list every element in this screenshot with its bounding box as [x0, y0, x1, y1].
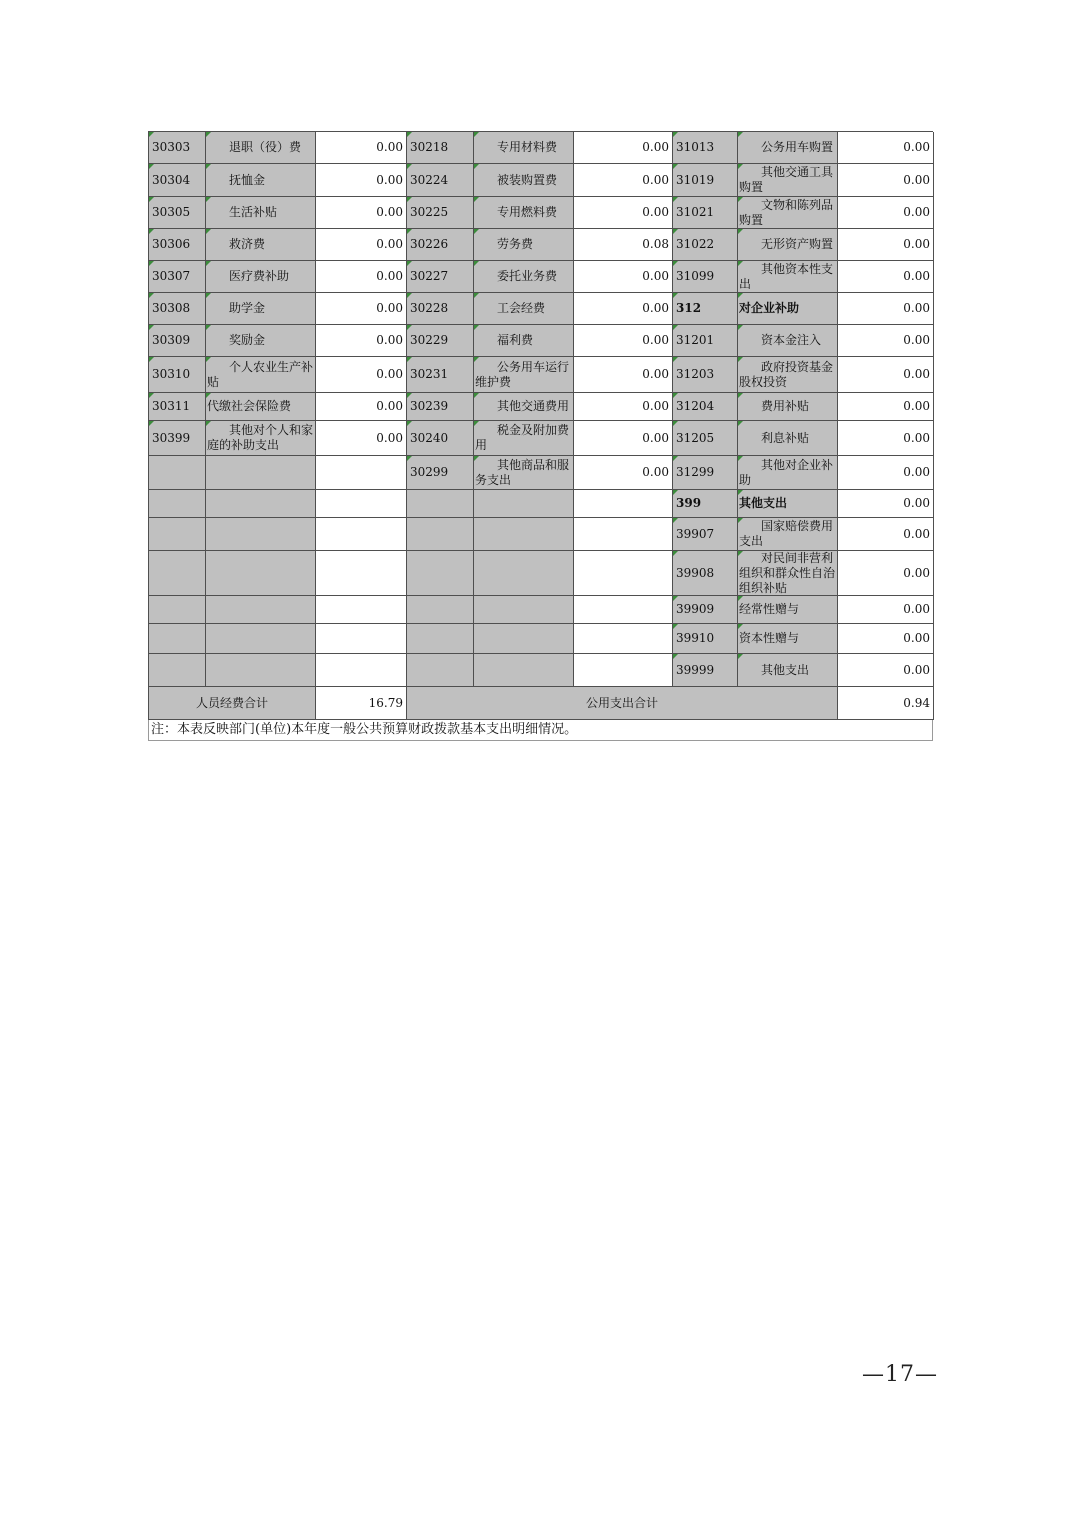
- item-name-cell: [206, 624, 316, 654]
- item-amount-cell: 0.00: [838, 654, 934, 687]
- item-name-cell: [206, 490, 316, 518]
- item-code-cell: 31201: [673, 325, 738, 357]
- item-amount-cell: 0.00: [316, 293, 407, 325]
- item-name-cell: [738, 654, 838, 687]
- item-amount-cell: 0.00: [316, 132, 407, 164]
- item-name-cell: [738, 551, 838, 596]
- item-amount-cell: [574, 551, 673, 596]
- item-code-cell: 30304: [149, 164, 206, 197]
- excel-flag-icon: [149, 325, 154, 330]
- item-name-text: 其他对个人和家庭的补助支出: [207, 423, 314, 452]
- item-name-cell: [474, 357, 574, 393]
- item-code-cell: 30228: [407, 293, 474, 325]
- item-code-cell: 31205: [673, 421, 738, 456]
- item-code-cell: [407, 624, 474, 654]
- item-name-cell: [474, 551, 574, 596]
- excel-flag-icon: [738, 164, 743, 169]
- item-name-cell: [474, 132, 574, 164]
- excel-flag-icon: [738, 624, 743, 629]
- item-amount-cell: 0.08: [574, 229, 673, 261]
- item-name-text: 政府投资基金股权投资: [739, 359, 834, 389]
- table-note: 注：本表反映部门(单位)本年度一般公共预算财政拨款基本支出明细情况。: [148, 720, 933, 741]
- item-name-text: 专用燃料费: [497, 205, 558, 219]
- excel-flag-icon: [149, 132, 154, 137]
- item-name-cell: [474, 197, 574, 229]
- item-amount-cell: [316, 456, 407, 490]
- excel-flag-icon: [407, 132, 412, 137]
- item-amount-cell: 0.00: [574, 325, 673, 357]
- excel-flag-icon: [738, 293, 743, 298]
- item-name-text: 其他商品和服务支出: [475, 457, 570, 487]
- excel-flag-icon: [407, 456, 412, 461]
- item-code-cell: [407, 654, 474, 687]
- item-name-text: 利息补贴: [761, 430, 810, 445]
- item-amount-cell: [316, 624, 407, 654]
- excel-flag-icon: [206, 393, 211, 398]
- item-amount-cell: 0.00: [316, 261, 407, 293]
- excel-flag-icon: [738, 518, 743, 523]
- item-name-text: 个人农业生产补贴: [207, 359, 314, 389]
- public-total-value: 0.94: [838, 687, 934, 720]
- excel-flag-icon: [206, 325, 211, 330]
- item-name-cell: [206, 421, 316, 456]
- item-name-cell: [474, 456, 574, 490]
- excel-flag-icon: [407, 393, 412, 398]
- item-name-cell: [738, 456, 838, 490]
- item-name-cell: [474, 261, 574, 293]
- item-name-text: 对民间非营利组织和群众性自治组织补贴: [739, 551, 836, 595]
- item-name-text: 救济费: [229, 237, 266, 251]
- item-name-cell: [206, 164, 316, 197]
- item-amount-cell: 0.00: [838, 393, 934, 421]
- excel-flag-icon: [206, 197, 211, 202]
- item-name-cell: [206, 229, 316, 261]
- excel-flag-icon: [474, 293, 479, 298]
- excel-flag-icon: [738, 596, 743, 601]
- item-amount-cell: [316, 490, 407, 518]
- item-name-cell: [206, 393, 316, 421]
- excel-flag-icon: [738, 551, 743, 556]
- item-code-cell: [149, 551, 206, 596]
- item-name-cell: [474, 164, 574, 197]
- item-amount-cell: 0.00: [838, 456, 934, 490]
- item-code-cell: 30227: [407, 261, 474, 293]
- personnel-total-value: 16.79: [316, 687, 407, 720]
- item-name-text: 奖励金: [229, 333, 266, 347]
- excel-flag-icon: [407, 229, 412, 234]
- item-name-text: 税金及附加费用: [475, 423, 570, 452]
- item-name-cell: [474, 229, 574, 261]
- item-name-text: 其他资本性支出: [739, 261, 834, 291]
- excel-flag-icon: [206, 293, 211, 298]
- item-amount-cell: 0.00: [574, 293, 673, 325]
- item-code-cell: 30303: [149, 132, 206, 164]
- item-code-cell: 31204: [673, 393, 738, 421]
- item-amount-cell: 0.00: [574, 197, 673, 229]
- item-code-cell: [149, 456, 206, 490]
- item-code-cell: 39907: [673, 518, 738, 551]
- item-name-text: 资本金注入: [761, 333, 822, 347]
- item-name-cell: [738, 229, 838, 261]
- item-amount-cell: [316, 551, 407, 596]
- item-amount-cell: 0.00: [316, 393, 407, 421]
- item-amount-cell: 0.00: [316, 164, 407, 197]
- excel-flag-icon: [407, 293, 412, 298]
- item-name-cell: [206, 197, 316, 229]
- item-amount-cell: 0.00: [838, 357, 934, 393]
- item-name-text: 其他对企业补助: [739, 457, 834, 487]
- item-amount-cell: 0.00: [838, 197, 934, 229]
- item-name-cell: [206, 518, 316, 551]
- excel-flag-icon: [407, 357, 412, 362]
- item-amount-cell: [574, 596, 673, 624]
- item-name-cell: [206, 132, 316, 164]
- item-amount-cell: 0.00: [316, 325, 407, 357]
- item-amount-cell: [574, 518, 673, 551]
- item-name-text: 公务用车运行维护费: [475, 359, 570, 389]
- budget-detail-sheet: [148, 131, 933, 741]
- item-amount-cell: 0.00: [838, 325, 934, 357]
- item-name-cell: [474, 393, 574, 421]
- excel-flag-icon: [673, 261, 678, 266]
- item-code-cell: 31013: [673, 132, 738, 164]
- item-code-cell: [407, 490, 474, 518]
- excel-flag-icon: [738, 421, 743, 426]
- item-code-cell: 31022: [673, 229, 738, 261]
- item-name-text: 代缴社会保险费: [207, 399, 292, 413]
- item-amount-cell: 0.00: [838, 261, 934, 293]
- excel-flag-icon: [407, 197, 412, 202]
- item-name-text: 工会经费: [497, 301, 546, 315]
- item-code-cell: [149, 596, 206, 624]
- item-amount-cell: 0.00: [838, 421, 934, 456]
- excel-flag-icon: [673, 624, 678, 629]
- item-name-text: 其他交通费用: [497, 399, 570, 413]
- item-name-cell: [738, 261, 838, 293]
- item-name-cell: [738, 596, 838, 624]
- item-name-text: 其他支出: [761, 662, 810, 677]
- item-name-cell: [738, 490, 838, 518]
- item-name-cell: [206, 456, 316, 490]
- item-code-cell: 30239: [407, 393, 474, 421]
- page-number: —17—: [862, 1362, 938, 1387]
- excel-flag-icon: [673, 421, 678, 426]
- item-amount-cell: 0.00: [574, 456, 673, 490]
- personnel-total-label: 人员经费合计: [149, 687, 316, 720]
- item-name-cell: [206, 654, 316, 687]
- excel-flag-icon: [673, 551, 678, 556]
- excel-flag-icon: [474, 261, 479, 266]
- item-name-text: 国家赔偿费用支出: [739, 519, 834, 548]
- item-amount-cell: 0.00: [838, 551, 934, 596]
- item-amount-cell: 0.00: [838, 293, 934, 325]
- excel-flag-icon: [206, 261, 211, 266]
- excel-flag-icon: [673, 293, 678, 298]
- item-amount-cell: [316, 654, 407, 687]
- item-name-text: 对企业补助: [739, 301, 800, 315]
- excel-flag-icon: [474, 421, 479, 426]
- excel-flag-icon: [673, 518, 678, 523]
- item-name-cell: [738, 325, 838, 357]
- item-code-cell: 30399: [149, 421, 206, 456]
- item-name-text: 劳务费: [497, 237, 534, 251]
- item-code-cell: [149, 518, 206, 551]
- item-amount-cell: 0.00: [316, 357, 407, 393]
- item-name-cell: [474, 596, 574, 624]
- item-name-cell: [206, 293, 316, 325]
- excel-flag-icon: [407, 325, 412, 330]
- excel-flag-icon: [149, 357, 154, 362]
- item-amount-cell: [574, 624, 673, 654]
- item-name-text: 退职（役）费: [229, 140, 302, 154]
- excel-flag-icon: [474, 393, 479, 398]
- item-name-text: 委托业务费: [497, 269, 558, 283]
- item-code-cell: [149, 624, 206, 654]
- item-code-cell: 30218: [407, 132, 474, 164]
- excel-flag-icon: [407, 261, 412, 266]
- item-code-cell: 39908: [673, 551, 738, 596]
- excel-flag-icon: [149, 261, 154, 266]
- item-amount-cell: 0.00: [574, 261, 673, 293]
- excel-flag-icon: [206, 164, 211, 169]
- excel-flag-icon: [673, 456, 678, 461]
- item-amount-cell: 0.00: [574, 132, 673, 164]
- item-amount-cell: 0.00: [316, 421, 407, 456]
- excel-flag-icon: [673, 325, 678, 330]
- excel-flag-icon: [149, 421, 154, 426]
- item-name-cell: [474, 490, 574, 518]
- item-name-text: 专用材料费: [497, 140, 558, 154]
- item-name-cell: [206, 551, 316, 596]
- item-amount-cell: 0.00: [316, 229, 407, 261]
- item-code-cell: [149, 654, 206, 687]
- item-name-cell: [206, 357, 316, 393]
- excel-flag-icon: [206, 421, 211, 426]
- item-name-text: 生活补贴: [229, 205, 278, 219]
- item-name-cell: [738, 357, 838, 393]
- excel-flag-icon: [149, 197, 154, 202]
- item-name-cell: [206, 596, 316, 624]
- item-name-cell: [474, 518, 574, 551]
- excel-flag-icon: [673, 596, 678, 601]
- item-code-cell: 30309: [149, 325, 206, 357]
- item-code-cell: 30231: [407, 357, 474, 393]
- excel-flag-icon: [474, 197, 479, 202]
- item-amount-cell: [574, 490, 673, 518]
- item-name-cell: [206, 325, 316, 357]
- item-code-cell: 30305: [149, 197, 206, 229]
- excel-flag-icon: [738, 357, 743, 362]
- item-code-cell: [149, 490, 206, 518]
- item-name-text: 文物和陈列品购置: [739, 197, 834, 227]
- item-name-text: 其他支出: [739, 496, 788, 510]
- item-code-cell: 30311: [149, 393, 206, 421]
- item-name-text: 无形资产购置: [761, 237, 834, 251]
- item-name-text: 抚恤金: [229, 172, 266, 187]
- item-code-cell: [407, 518, 474, 551]
- item-name-cell: [738, 393, 838, 421]
- excel-flag-icon: [673, 357, 678, 362]
- excel-flag-icon: [474, 229, 479, 234]
- item-code-cell: 30306: [149, 229, 206, 261]
- item-name-text: 费用补贴: [761, 399, 810, 413]
- excel-flag-icon: [407, 164, 412, 169]
- item-code-cell: 31021: [673, 197, 738, 229]
- item-name-text: 资本性赠与: [739, 631, 800, 645]
- excel-flag-icon: [673, 197, 678, 202]
- excel-flag-icon: [673, 393, 678, 398]
- item-code-cell: 399: [673, 490, 738, 518]
- item-name-cell: [474, 654, 574, 687]
- item-name-cell: [474, 293, 574, 325]
- item-code-cell: 30226: [407, 229, 474, 261]
- item-code-cell: [407, 596, 474, 624]
- item-code-cell: 31203: [673, 357, 738, 393]
- item-code-cell: 30240: [407, 421, 474, 456]
- excel-flag-icon: [149, 164, 154, 169]
- excel-flag-icon: [474, 132, 479, 137]
- item-name-text: 福利费: [497, 333, 534, 347]
- excel-flag-icon: [474, 456, 479, 461]
- item-code-cell: 30229: [407, 325, 474, 357]
- item-name-cell: [206, 261, 316, 293]
- excel-flag-icon: [206, 229, 211, 234]
- budget-table: [148, 131, 933, 720]
- excel-flag-icon: [407, 421, 412, 426]
- item-amount-cell: 0.00: [838, 596, 934, 624]
- excel-flag-icon: [206, 132, 211, 137]
- item-code-cell: 39909: [673, 596, 738, 624]
- item-name-cell: [738, 132, 838, 164]
- item-amount-cell: 0.00: [838, 490, 934, 518]
- item-amount-cell: 0.00: [316, 197, 407, 229]
- item-amount-cell: 0.00: [574, 393, 673, 421]
- excel-flag-icon: [738, 261, 743, 266]
- item-code-cell: 30225: [407, 197, 474, 229]
- item-code-cell: 39999: [673, 654, 738, 687]
- excel-flag-icon: [673, 654, 678, 659]
- item-name-cell: [738, 624, 838, 654]
- item-name-cell: [738, 421, 838, 456]
- excel-flag-icon: [738, 197, 743, 202]
- excel-flag-icon: [738, 393, 743, 398]
- item-code-cell: 30308: [149, 293, 206, 325]
- excel-flag-icon: [149, 293, 154, 298]
- excel-flag-icon: [673, 132, 678, 137]
- item-name-cell: [474, 421, 574, 456]
- excel-flag-icon: [149, 229, 154, 234]
- item-name-cell: [738, 197, 838, 229]
- item-amount-cell: [316, 596, 407, 624]
- item-code-cell: 30310: [149, 357, 206, 393]
- item-amount-cell: 0.00: [838, 624, 934, 654]
- item-amount-cell: 0.00: [574, 164, 673, 197]
- item-code-cell: 30299: [407, 456, 474, 490]
- item-code-cell: 30307: [149, 261, 206, 293]
- excel-flag-icon: [149, 393, 154, 398]
- public-total-label: 公用支出合计: [407, 687, 838, 720]
- item-name-text: 助学金: [229, 301, 266, 315]
- item-code-cell: [407, 551, 474, 596]
- excel-flag-icon: [738, 325, 743, 330]
- item-name-cell: [738, 164, 838, 197]
- excel-flag-icon: [474, 164, 479, 169]
- item-name-cell: [738, 518, 838, 551]
- item-amount-cell: 0.00: [838, 229, 934, 261]
- item-name-text: 其他交通工具购置: [739, 165, 834, 194]
- item-name-cell: [474, 325, 574, 357]
- item-amount-cell: [574, 654, 673, 687]
- item-amount-cell: 0.00: [574, 421, 673, 456]
- excel-flag-icon: [474, 325, 479, 330]
- item-code-cell: 312: [673, 293, 738, 325]
- item-amount-cell: [316, 518, 407, 551]
- item-name-text: 被装购置费: [497, 172, 558, 187]
- excel-flag-icon: [738, 456, 743, 461]
- excel-flag-icon: [738, 654, 743, 659]
- excel-flag-icon: [474, 357, 479, 362]
- item-name-cell: [738, 293, 838, 325]
- item-name-text: 经常性赠与: [739, 602, 800, 616]
- excel-flag-icon: [673, 229, 678, 234]
- excel-flag-icon: [673, 164, 678, 169]
- item-name-text: 医疗费补助: [229, 269, 290, 283]
- item-code-cell: 31019: [673, 164, 738, 197]
- item-code-cell: 30224: [407, 164, 474, 197]
- excel-flag-icon: [206, 357, 211, 362]
- item-code-cell: 39910: [673, 624, 738, 654]
- item-amount-cell: 0.00: [574, 357, 673, 393]
- item-amount-cell: 0.00: [838, 164, 934, 197]
- item-code-cell: 31099: [673, 261, 738, 293]
- item-amount-cell: 0.00: [838, 518, 934, 551]
- item-name-cell: [474, 624, 574, 654]
- item-amount-cell: 0.00: [838, 132, 934, 164]
- item-name-text: 公务用车购置: [761, 140, 834, 154]
- excel-flag-icon: [738, 490, 743, 495]
- excel-flag-icon: [738, 132, 743, 137]
- item-code-cell: 31299: [673, 456, 738, 490]
- excel-flag-icon: [738, 229, 743, 234]
- excel-flag-icon: [673, 490, 678, 495]
